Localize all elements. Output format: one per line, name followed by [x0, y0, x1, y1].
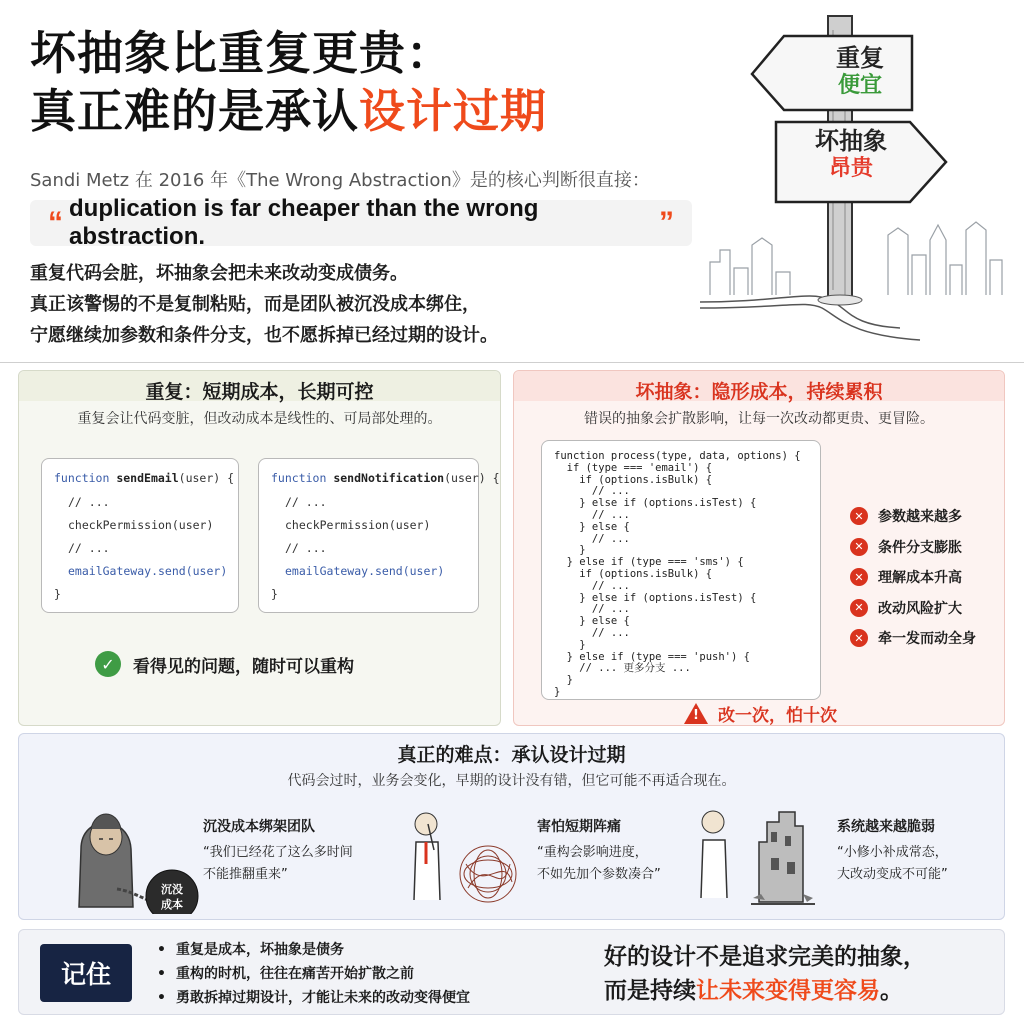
quote-open-mark: “: [48, 206, 63, 239]
code-function-name: sendNotification: [333, 471, 445, 485]
main-title: [30, 24, 547, 140]
col-title-short-pain: 害怕短期阵痛: [537, 819, 621, 835]
problem-item: ✕ 参数越来越多: [850, 501, 976, 532]
wrong-abstraction-subtitle: 错误的抽象会扩散影响，让每一次改动都更贵、更冒险。: [584, 411, 934, 427]
title-line-1: 坏抽象比重复更贵：: [30, 26, 453, 80]
sign-cheap-top: 重复: [836, 44, 884, 72]
duplication-panel: [18, 370, 501, 726]
sign-expensive-bottom: 昂贵: [828, 156, 873, 181]
quote-box: [30, 195, 692, 250]
warning-text: 改一次，怕十次: [718, 706, 837, 726]
col-quote-sunk-cost: “我们已经花了这么多时间 不能推翻重来”: [203, 845, 353, 882]
signpost-illustration: [700, 10, 1020, 350]
remember-panel: [18, 929, 1005, 1015]
wrong-abstraction-panel: [513, 370, 1005, 726]
title-line-2-prefix: 真正难的是承认: [30, 84, 359, 138]
intro-line: 宁愿继续加参数和条件分支，也不愿拆掉已经过期的设计。: [30, 325, 498, 346]
problem-item: ✕ 理解成本升高: [850, 562, 976, 593]
check-circle-icon: ✓: [95, 651, 121, 677]
ok-statement: [95, 651, 354, 677]
real-difficulty-title: 真正的难点：承认设计过期: [397, 744, 626, 766]
wrong-abstraction-title: 坏抽象：隐形成本，持续累积: [514, 371, 1004, 401]
problem-list: [850, 501, 976, 654]
code-line: // ...: [285, 495, 327, 509]
col-title-fragile: 系统越来越脆弱: [837, 819, 935, 835]
code-line: checkPermission(user): [68, 518, 214, 532]
quote-close-mark: ”: [659, 206, 674, 239]
subtitle: Sandi Metz 在 2016 年《The Wrong Abstraction》是的核心判断很直接：: [30, 170, 650, 191]
warning-triangle-icon: !: [684, 703, 708, 724]
code-signature: (user) {: [444, 471, 500, 485]
code-line: emailGateway.send(user): [285, 564, 445, 578]
ball-label-line-2: 成本: [161, 898, 183, 911]
ball-label-line-1: 沉没: [161, 883, 183, 896]
problem-item: ✕ 条件分支膨胀: [850, 532, 976, 563]
remember-bullet: • 重复是成本，坏抽象是债务: [157, 938, 470, 962]
closing-motto: [604, 940, 926, 1008]
real-difficulty-panel: [18, 733, 1005, 920]
code-line: // ...: [68, 541, 110, 555]
sign-cheap-bottom: 便宜: [837, 73, 882, 98]
tangled-code-card: [541, 440, 821, 700]
code-line: // ...: [68, 495, 110, 509]
code-card-send-email: [41, 458, 239, 613]
quote-text: duplication is far cheaper than the wrong abstraction.: [69, 195, 539, 250]
remember-badge: 记住: [40, 944, 132, 1002]
code-signature: (user) {: [178, 471, 235, 485]
section-divider: [0, 362, 1024, 363]
code-line: checkPermission(user): [285, 518, 431, 532]
hooded-figure-icon: [59, 789, 199, 914]
intro-text: [30, 258, 498, 351]
motto-highlight: 让未来变得更容易: [696, 978, 880, 1004]
x-circle-icon: ✕: [850, 507, 868, 525]
code-line: // ...: [285, 541, 327, 555]
col-quote-short-pain: “重构会影响进度， 不如先加个参数凑合”: [537, 845, 661, 882]
remember-bullets: [157, 938, 470, 1010]
intro-line: 重复代码会脏，坏抽象会把未来改动变成债务。: [30, 263, 408, 284]
code-card-send-notification: [258, 458, 500, 613]
real-difficulty-subtitle: 代码会过时，业务会变化，早期的设计没有错，但它可能不再适合现在。: [287, 773, 736, 789]
motto-line-1: 好的设计不是追求完美的抽象，: [604, 944, 926, 970]
col-title-sunk-cost: 沉没成本绑架团队: [203, 819, 315, 835]
code-function-name: sendEmail: [116, 471, 179, 485]
title-line-2: [30, 82, 547, 140]
sign-expensive-top: 坏抽象: [815, 127, 887, 155]
person-ruined-building-icon: [691, 802, 831, 912]
remember-bullet: • 勇敢拆掉过期设计，才能让未来的改动变得便宜: [157, 986, 470, 1010]
x-circle-icon: ✕: [850, 599, 868, 617]
x-circle-icon: ✕: [850, 568, 868, 586]
x-circle-icon: ✕: [850, 538, 868, 556]
worried-person-tangle-icon: [404, 804, 529, 909]
problem-item: ✕ 牵一发而动全身: [850, 623, 976, 654]
tangled-code: function process(type, data, options) { if (type === 'email') { if (options.isBulk) { // ... } else if (options.isTest) { // ... } else { // ... } } else if (type === 'sms') { if (options.isBulk) { // ... } else if (options.isTest) { // ... } else { // ... } } else if (type === 'push') { // ... 更多分支 ... } }: [554, 450, 801, 698]
title-highlight: 设计过期: [359, 84, 547, 138]
city-skyline-icon: [710, 222, 1002, 295]
remember-bullet: • 重构的时机，往往在痛苦开始扩散之前: [157, 962, 470, 986]
intro-line: 真正该警惕的不是复制粘贴，而是团队被沉没成本绑住，: [30, 294, 480, 315]
x-circle-icon: ✕: [850, 629, 868, 647]
duplication-panel-subtitle: 重复会让代码变脏，但改动成本是线性的、可局部处理的。: [77, 411, 442, 427]
code-keyword: function: [54, 471, 110, 485]
code-line: }: [271, 587, 278, 601]
sign-expensive-label: [796, 127, 906, 183]
problem-item: ✕ 改动风险扩大: [850, 593, 976, 624]
col-quote-fragile: “小修小补成常态， 大改动变成不可能”: [837, 845, 948, 882]
code-line: emailGateway.send(user): [68, 564, 228, 578]
sign-cheap-label: [810, 44, 910, 100]
ok-text: 看得见的问题，随时可以重构: [133, 656, 354, 677]
duplication-panel-title: 重复：短期成本，长期可控: [19, 371, 500, 401]
code-keyword: function: [271, 471, 327, 485]
code-line: }: [54, 587, 61, 601]
motto-line-2: 而是持续让未来变得更容易。: [604, 978, 903, 1004]
warning-statement: [684, 701, 837, 726]
